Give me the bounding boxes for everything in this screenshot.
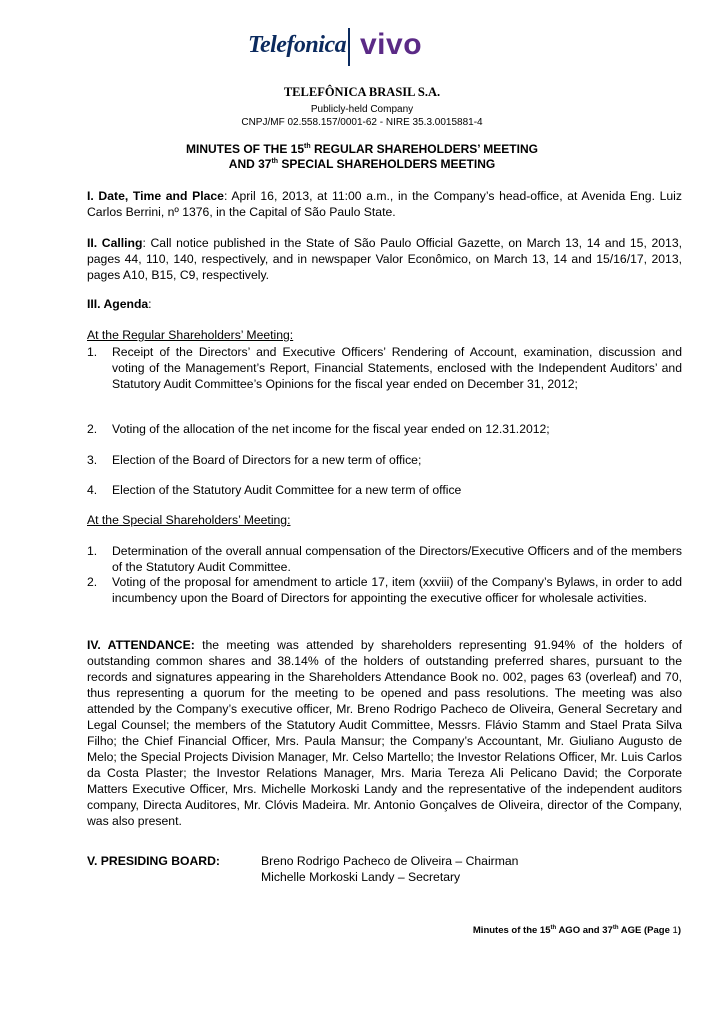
company-ids: CNPJ/MF 02.558.157/0001-62 - NIRE 35.3.0015881-4 [241,117,483,128]
telefonica-logo: Telefonica [248,32,347,58]
document-title-line1: MINUTES OF THE 15th REGULAR SHAREHOLDERS’ MEETING [186,142,538,156]
logo-divider [348,28,350,66]
chairman: Breno Rodrigo Pacheco de Oliveira – Chairman [261,854,519,868]
section-attendance: IV. ATTENDANCE: the meeting was attended by shareholders representing 91.94% of the holders of outstanding common shares and 38.14% of the holders of outstanding preferred shares, pursuant to the records and signatures appearing in the Shareholders Attendance Book no. 002, pages 63 (overleaf) and 70, thus representing a quorum for the meeting to be opened and pass resolutions. The meeting was also attended by the Company’s executive officer, Mr. Breno Rodrigo Pacheco de Oliveira, General Secretary and Legal Counsel; the members of the Statutory Audit Committee, Messrs. Flávio Stamm and Stael Prata Silva Filho; the Chief Financial Officer, Mrs. Paula Mansur; the Company’s Accountant, Mr. Giuliano Augusto de Melo; the Special Projects Division Manager, Mr. Celso Martello; the Investor Relations Officer, Mr. Luis Carlos da Costa Plaster; the Investor Relations Manager, Mrs. Maria Tereza Ali Pelicano David; the Corporate Matters Executive Officer, Mrs. Michelle Morkoski Landy and the representative of the independent auditors company, Directa Auditores, Mr. Clóvis Madeira. Mr. Antonio Gonçalves de Oliveira, director of the Company, was also present. [87,638,682,828]
regular-item: 3. Election of the Board of Directors for a new term of office; [87,453,422,467]
presiding-board-members [261,853,518,885]
regular-meeting-heading: At the Regular Shareholders’ Meeting: [87,328,294,342]
company-type: Publicly-held Company [310,104,414,115]
special-item: 1. Determination of the overall annual compensation of the Directors/Executive Officers and of the members of the Statutory Audit Committee. [87,544,682,574]
page-footer: Minutes of the 15th AGO and 37th AGE (Page 1) [472,925,681,937]
regular-item: 2. Voting of the allocation of the net income for the fiscal year ended on 12.31.2012; [87,422,550,436]
regular-item: 4. Election of the Statutory Audit Committee for a new term of office [87,483,462,497]
section-calling: II. Calling: Call notice published in the State of São Paulo Official Gazette, on March 13, 14 and 15, 2013, pages 44, 110, 140, respectively, and in newspaper Valor Econômico, on March 13, 14 and 15/16/17, 2013, pages A10, B15, C9, respectively. [87,236,682,282]
special-meeting-heading: At the Special Shareholders’ Meeting: [87,513,291,527]
company-logo [0,28,724,70]
special-item: 2. Voting of the proposal for amendment to article 17, item (xxviii) of the Company’s Bylaws, in order to add incumbency upon the Board of Directors for appointing the executive officer for wholesale activities. [87,575,682,605]
vivo-logo: vivo [360,28,423,61]
page-number: 1 [672,925,678,937]
document-title-line2: AND 37th SPECIAL SHAREHOLDERS MEETING [228,157,496,171]
secretary: Michelle Morkoski Landy – Secretary [261,870,461,884]
section-date-time-place: I. Date, Time and Place: April 16, 2013, at 11:00 a.m., in the Company’s head-office, at Avenida Eng. Luiz Carlos Berrini, nº 1376, in the Capital of São Paulo State. [87,189,682,219]
regular-item: 1. Receipt of the Directors’ and Executive Officers’ Rendering of Account, examination, discussion and voting of the Management’s Report, Financial Statements, enclosed with the Independent Auditors’ and Statutory Audit Committee’s Opinions for the fiscal year ended on December 31, 2012; [87,345,682,391]
company-name: TELEFÔNICA BRASIL S.A. [283,85,441,99]
section-agenda: III. Agenda: [87,297,152,311]
presiding-board-label: V. PRESIDING BOARD: [87,854,220,868]
